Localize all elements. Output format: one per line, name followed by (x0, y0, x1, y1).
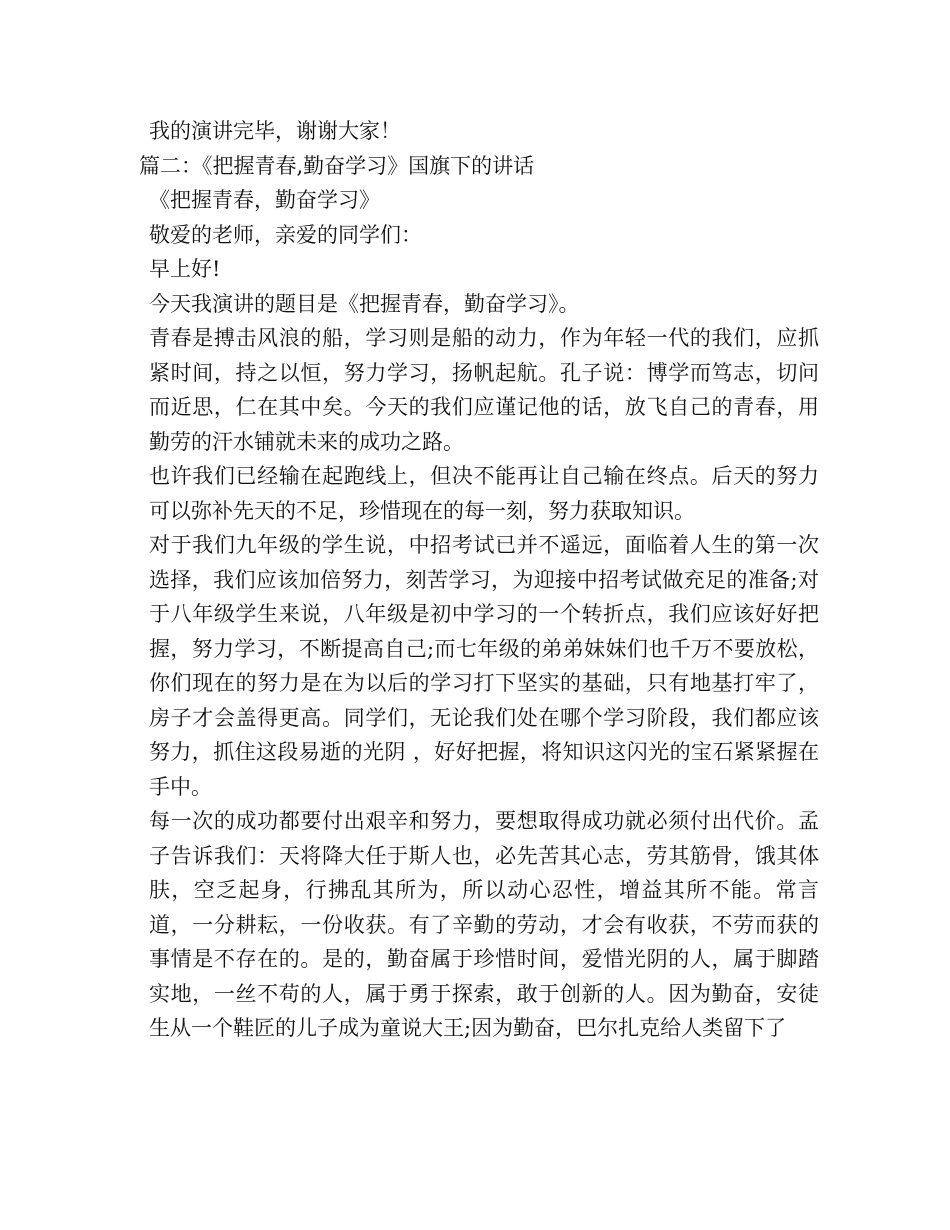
paragraph-start-line: 也许我们已经输在起跑线上，但决不能再让自己输在终点。后天的努力可以弥补先天的不足，珍惜现在的每一刻，努力获取知识。 (149, 464, 819, 523)
paragraph-youth: 青春是搏击风浪的船，学习则是船的动力，作为年轻一代的我们，应抓紧时间，持之以恒，努力学习，扬帆起航。孔子说：博学而笃志，切问而近思，仁在其中矣。今天的我们应谨记他的话，放飞自己的青春，用勤劳的汗水铺就未来的成功之路。 (149, 326, 819, 454)
section-heading: 篇二：《把握青春,勤奋学习》国旗下的讲话 (139, 153, 535, 178)
speech-body (139, 114, 819, 1046)
salutation: 敬爱的老师，亲爱的同学们： (149, 222, 422, 247)
paragraph-topic: 今天我演讲的题目是《把握青春，勤奋学习》。 (149, 291, 580, 316)
paragraph-grades: 对于我们九年级的学生说，中招考试已并不遥远，面临着人生的第一次选择，我们应该加倍努力，刻苦学习，为迎接中招考试做充足的准备;对于八年级学生来说，八年级是初中学习的一个转折点，我们应该好好把握，努力学习，不断提高自己;而七年级的弟弟妹妹们也千万不要放松，你们现在的努力是在为以后的学习打下坚实的基础，只有地基打牢了，房子才会盖得更高。同学们，无论我们处在哪个学习阶段，我们都应该努力，抓住这段易逝的光阴 ，好好把握，将知识这闪光的宝石紧紧握在手中。 (149, 533, 819, 799)
speech-title: 《把握青春，勤奋学习》 (149, 188, 380, 212)
closing-line: 我的演讲完毕，谢谢大家！ (149, 119, 401, 143)
greeting: 早上好! (149, 257, 221, 281)
paragraph-success: 每一次的成功都要付出艰辛和努力，要想取得成功就必须付出代价。孟子告诉我们：天将降大任于斯人也，必先苦其心志，劳其筋骨，饿其体肤，空乏起身，行拂乱其所为，所以动心忍性，增益其所不能。常言道，一分耕耘，一份收获。有了辛勤的劳动，才会有收获，不劳而获的事情是不存在的。是的，勤奋属于珍惜时间，爱惜光阴的人，属于脚踏实地，一丝不苟的人，属于勇于探索，敢于创新的人。因为勤奋，安徒生从一个鞋匠的儿子成为童说大王;因为勤奋，巴尔扎克给人类留下了 (149, 809, 819, 1040)
